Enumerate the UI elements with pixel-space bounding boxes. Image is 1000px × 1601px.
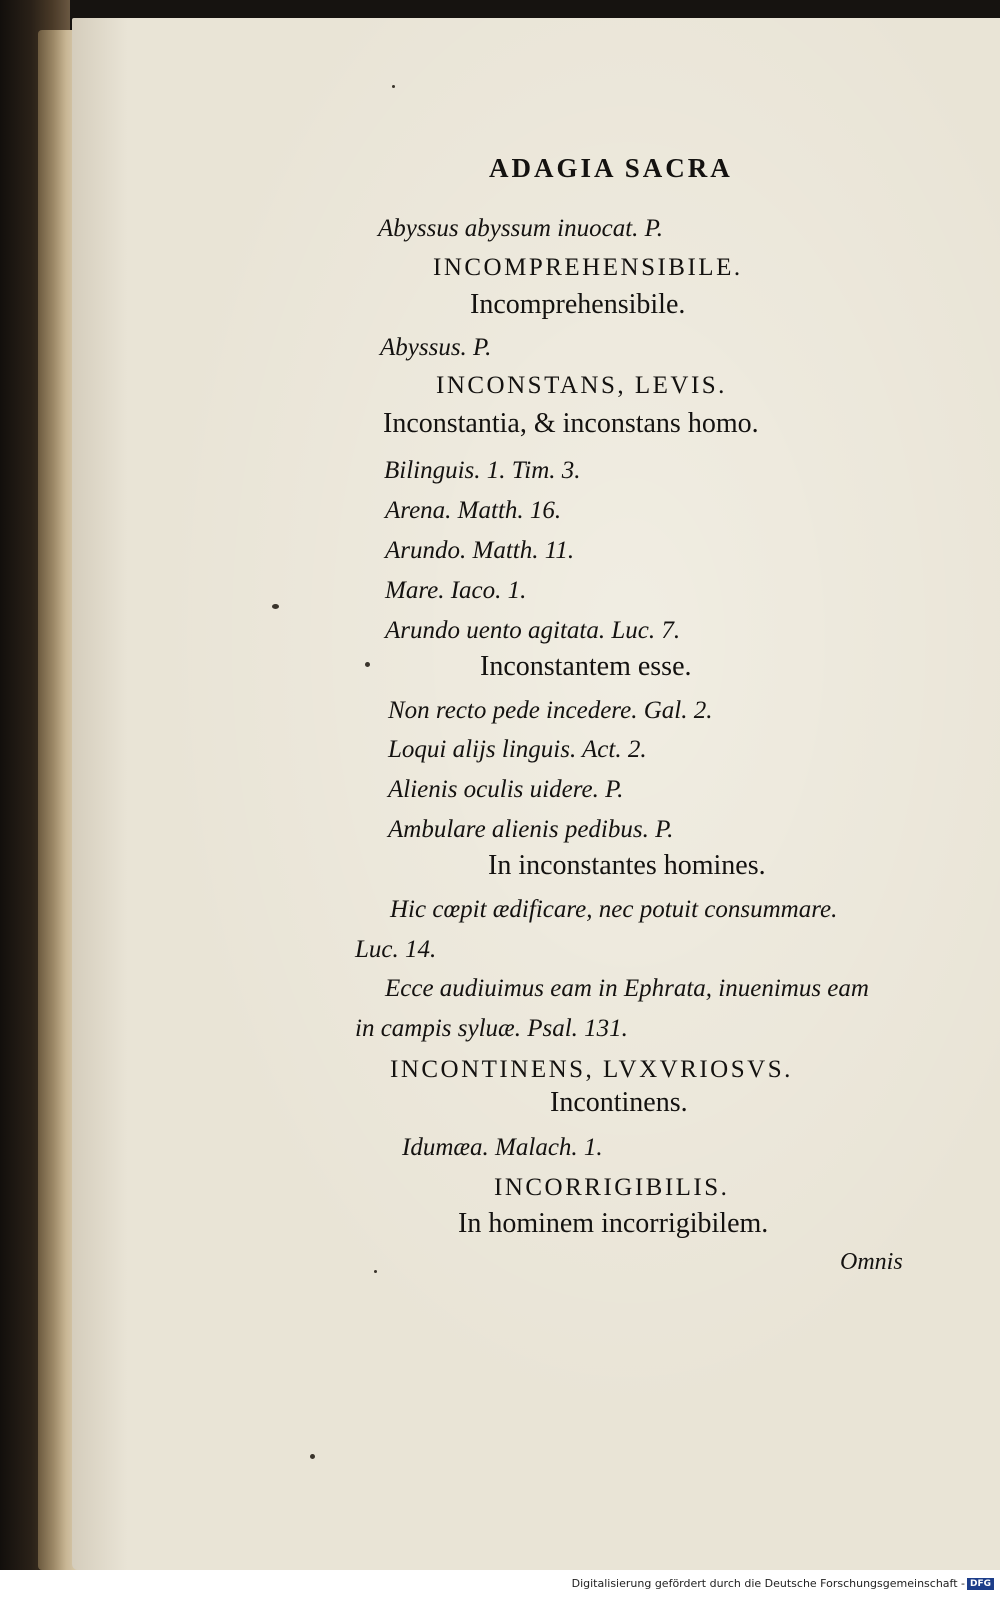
text-line: Ambulare alienis pedibus. P. — [388, 816, 674, 843]
subsection-heading: In inconstantes homines. — [488, 850, 766, 881]
subsection-heading: Incomprehensibile. — [470, 289, 686, 320]
subsection-heading: Inconstantia, & inconstans homo. — [383, 408, 759, 439]
text-line: Mare. Iaco. 1. — [385, 577, 527, 604]
running-head: ADAGIA SACRA — [489, 153, 733, 183]
subsection-heading: Inconstantem esse. — [480, 651, 692, 682]
text-line: Arena. Matth. 16. — [385, 497, 562, 524]
text-line: Alienis oculis uidere. P. — [388, 776, 624, 803]
text-line: Luc. 14. — [355, 936, 437, 963]
catchword: Omnis — [840, 1249, 903, 1275]
text-line: Ecce audiuimus eam in Ephrata, inuenimus eam — [385, 975, 869, 1002]
text-line: Loqui alijs linguis. Act. 2. — [388, 736, 647, 763]
subsection-heading: In hominem incorrigibilem. — [458, 1208, 769, 1239]
ink-speck — [365, 662, 370, 667]
text-line: Idumæa. Malach. 1. — [402, 1134, 603, 1161]
ink-speck — [374, 1270, 377, 1273]
text-line: Non recto pede incedere. Gal. 2. — [388, 697, 713, 724]
credit-text: Digitalisierung gefördert durch die Deutsche Forschungsgemeinschaft - — [571, 1577, 965, 1590]
text-line: Hic cœpit ædificare, nec potuit consummare. — [390, 896, 838, 923]
text-line: Arundo. Matth. 11. — [385, 537, 575, 564]
section-heading: INCONTINENS, LVXVRIOSVS. — [390, 1056, 793, 1083]
text-line: Abyssus abyssum inuocat. P. — [378, 215, 663, 242]
subsection-heading: Incontinens. — [550, 1087, 688, 1118]
section-heading: INCONSTANS, LEVIS. — [436, 372, 727, 399]
text-line: Abyssus. P. — [380, 334, 492, 361]
ink-speck — [272, 604, 279, 609]
text-line: Arundo uento agitata. Luc. 7. — [385, 617, 681, 644]
ink-speck — [310, 1454, 315, 1459]
text-line: in campis syluæ. Psal. 131. — [355, 1015, 628, 1042]
text-line: Bilinguis. 1. Tim. 3. — [384, 457, 581, 484]
digitization-credit — [572, 1577, 994, 1590]
section-heading: INCORRIGIBILIS. — [494, 1174, 730, 1201]
book-page — [72, 18, 1000, 1570]
dfg-logo: DFG — [967, 1578, 994, 1590]
ink-speck — [392, 85, 395, 88]
section-heading: INCOMPREHENSIBILE. — [433, 254, 743, 281]
